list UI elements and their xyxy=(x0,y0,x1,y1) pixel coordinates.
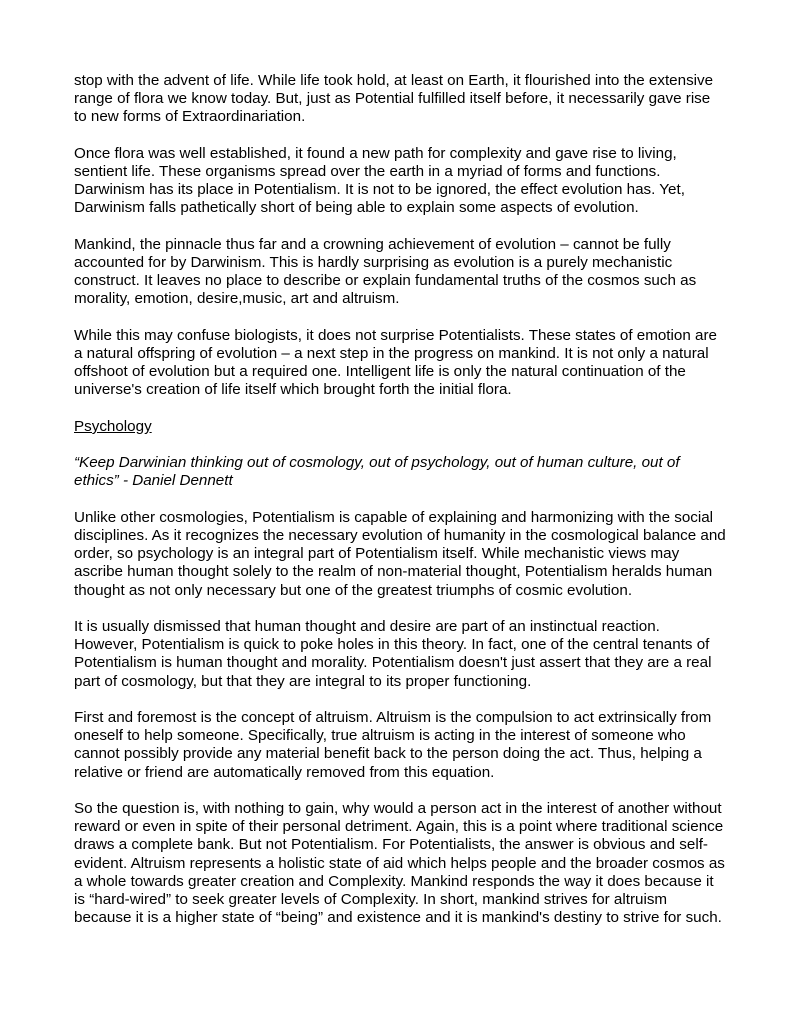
paragraph: While this may confuse biologists, it does not surprise Potentialists. These states of emotion are a natural offspring of evolution – a next step in the progress on mankind. It is not only a natural offshoot of evolution but a required one. Intelligent life is only the natural continuation of the universe's creation of life itself which brought forth the initial flora. xyxy=(74,326,717,399)
paragraph: Mankind, the pinnacle thus far and a crowning achievement of evolution – cannot be fully accounted for by Darwinism. This is hardly surprising as evolution is a purely mechanistic construct. It leaves no place to describe or explain fundamental truths of the cosmos such as morality, emotion, desire,music, art and altruism. xyxy=(74,235,697,308)
paragraph: Unlike other cosmologies, Potentialism is capable of explaining and harmonizing with the social disciplines. As it recognizes the necessary evolution of humanity in the cosmological balance and order, so psychology is an integral part of Potentialism itself. While mechanistic views may ascribe human thought solely to the realm of non-material thought, Potentialism heralds human thought as not only necessary but one of the greatest triumphs of cosmic evolution. xyxy=(74,508,726,599)
section-heading: Psychology xyxy=(74,417,152,435)
paragraph: So the question is, with nothing to gain, why would a person act in the interest of another without reward or even in spite of their personal detriment. Again, this is a point where traditional science draws a complete bank. But not Potentialism. For Potentialists, the answer is obvious and self-evident. Altruism represents a holistic state of aid which helps people and the broader cosmos as a whole towards greater creation and Complexity. Mankind responds the way it does because it is “hard-wired” to seek greater levels of Complexity. In short, mankind strives for altruism because it is a higher state of “being” and existence and it is mankind's destiny to strive for such. xyxy=(74,799,725,927)
document-page xyxy=(74,72,726,946)
paragraph: First and foremost is the concept of altruism. Altruism is the compulsion to act extrinsically from oneself to help someone. Specifically, true altruism is acting in the interest of someone who cannot possibly provide any material benefit back to the person doing the act. Thus, helping a relative or friend are automatically removed from this equation. xyxy=(74,708,712,781)
paragraph: Once flora was well established, it found a new path for complexity and gave rise to living, sentient life. These organisms spread over the earth in a myriad of forms and functions. Darwinism has its place in Potentialism. It is not to be ignored, the effect evolution has. Yet, Darwinism falls pathetically short of being able to explain some aspects of evolution. xyxy=(74,144,685,217)
epigraph-quote: “Keep Darwinian thinking out of cosmology, out of psychology, out of human culture, out of ethics” - Daniel Dennett xyxy=(74,454,680,490)
paragraph: It is usually dismissed that human thought and desire are part of an instinctual reaction. However, Potentialism is quick to poke holes in this theory. In fact, one of the central tenants of Potentialism is human thought and morality. Potentialism doesn't just assert that they are a real part of cosmology, but that they are integral to its proper functioning. xyxy=(74,617,712,690)
paragraph: stop with the advent of life. While life took hold, at least on Earth, it flourished into the extensive range of flora we know today. But, just as Potential fulfilled itself before, it necessarily gave rise to new forms of Extraordinariation. xyxy=(74,72,714,126)
